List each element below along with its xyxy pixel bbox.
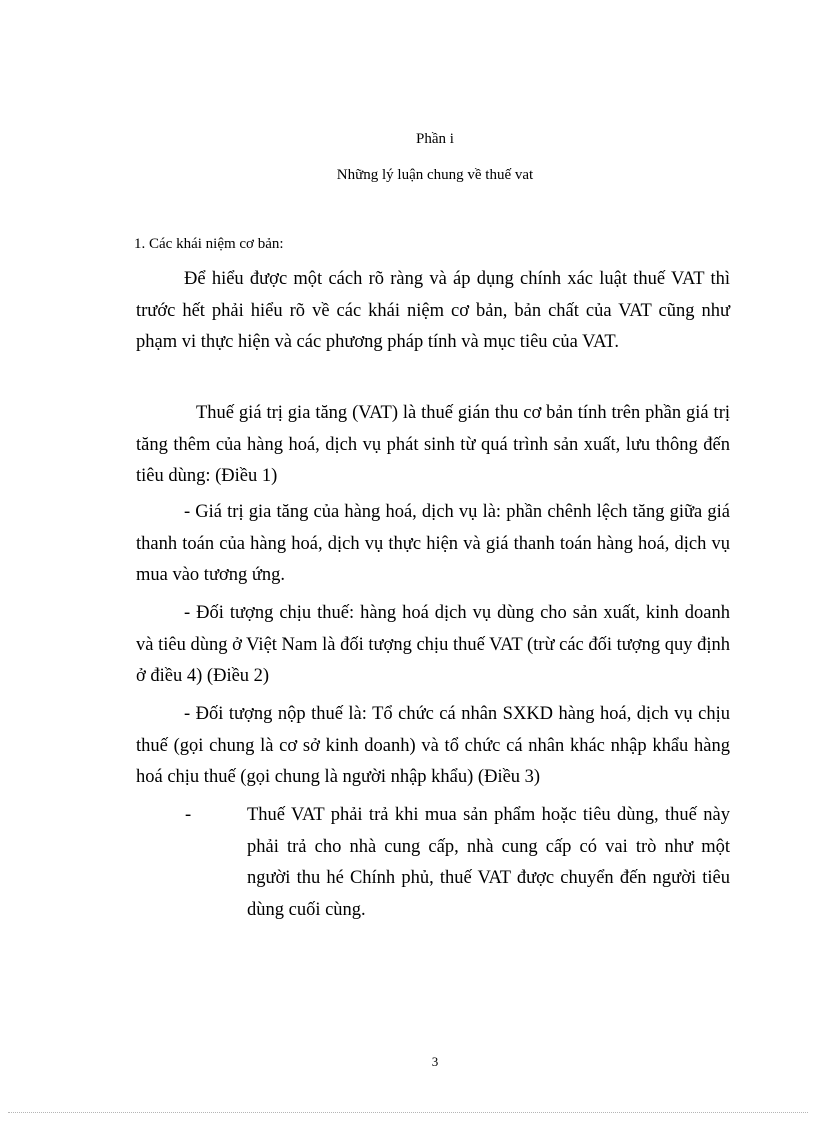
paragraph-intro: Để hiểu được một cách rõ ràng và áp dụng chính xác luật thuế VAT thì trước hết phải hiểu rõ về các khái niệm cơ bản, bản chất của VAT cũng như phạm vi thực hiện và các phương pháp tính và mục tiêu của VAT. bbox=[136, 269, 730, 352]
paragraph-vat-definition: Thuế giá trị gia tăng (VAT) là thuế gián thu cơ bản tính trên phần giá trị tăng thêm của hàng hoá, dịch vụ phát sinh từ quá trình sản xuất, lưu thông đến tiêu dùng: (Điều 1) bbox=[136, 403, 730, 486]
page-bottom-divider bbox=[8, 1112, 808, 1113]
chapter-title: Những lý luận chung về thuế vat bbox=[336, 167, 534, 183]
section-heading: 1. Các khái niệm cơ bản: bbox=[134, 236, 284, 252]
part-title: Phần i bbox=[416, 131, 454, 147]
bullet-marker: - bbox=[185, 805, 192, 825]
paragraph-taxpayers: - Đối tượng nộp thuế là: Tổ chức cá nhân SXKD hàng hoá, dịch vụ chịu thuế (gọi chung là cơ sở kinh doanh) và tổ chức cá nhân khác nhập khẩu hàng hoá chịu thuế (gọi chung là người nhập khẩu) (Điều 3) bbox=[136, 704, 730, 787]
paragraph-taxable-objects: - Đối tượng chịu thuế: hàng hoá dịch vụ dùng cho sản xuất, kinh doanh và tiêu dùng ở Việt Nam là đối tượng chịu thuế VAT (trừ các đối tượng quy định ở điều 4) (Điều 2) bbox=[136, 603, 730, 686]
paragraph-value-added: - Giá trị gia tăng của hàng hoá, dịch vụ là: phần chênh lệch tăng giữa giá thanh toán của hàng hoá, dịch vụ thực hiện và giá thanh toán hàng hoá, dịch vụ mua vào tương ứng. bbox=[136, 502, 730, 585]
bullet-text: Thuế VAT phải trả khi mua sản phẩm hoặc tiêu dùng, thuế này phải trả cho nhà cung cấp, nhà cung cấp có vai trò như một người thu hé Chính phủ, thuế VAT được chuyển đến người tiêu dùng cuối cùng. bbox=[247, 805, 730, 920]
page-number: 3 bbox=[431, 1054, 439, 1069]
